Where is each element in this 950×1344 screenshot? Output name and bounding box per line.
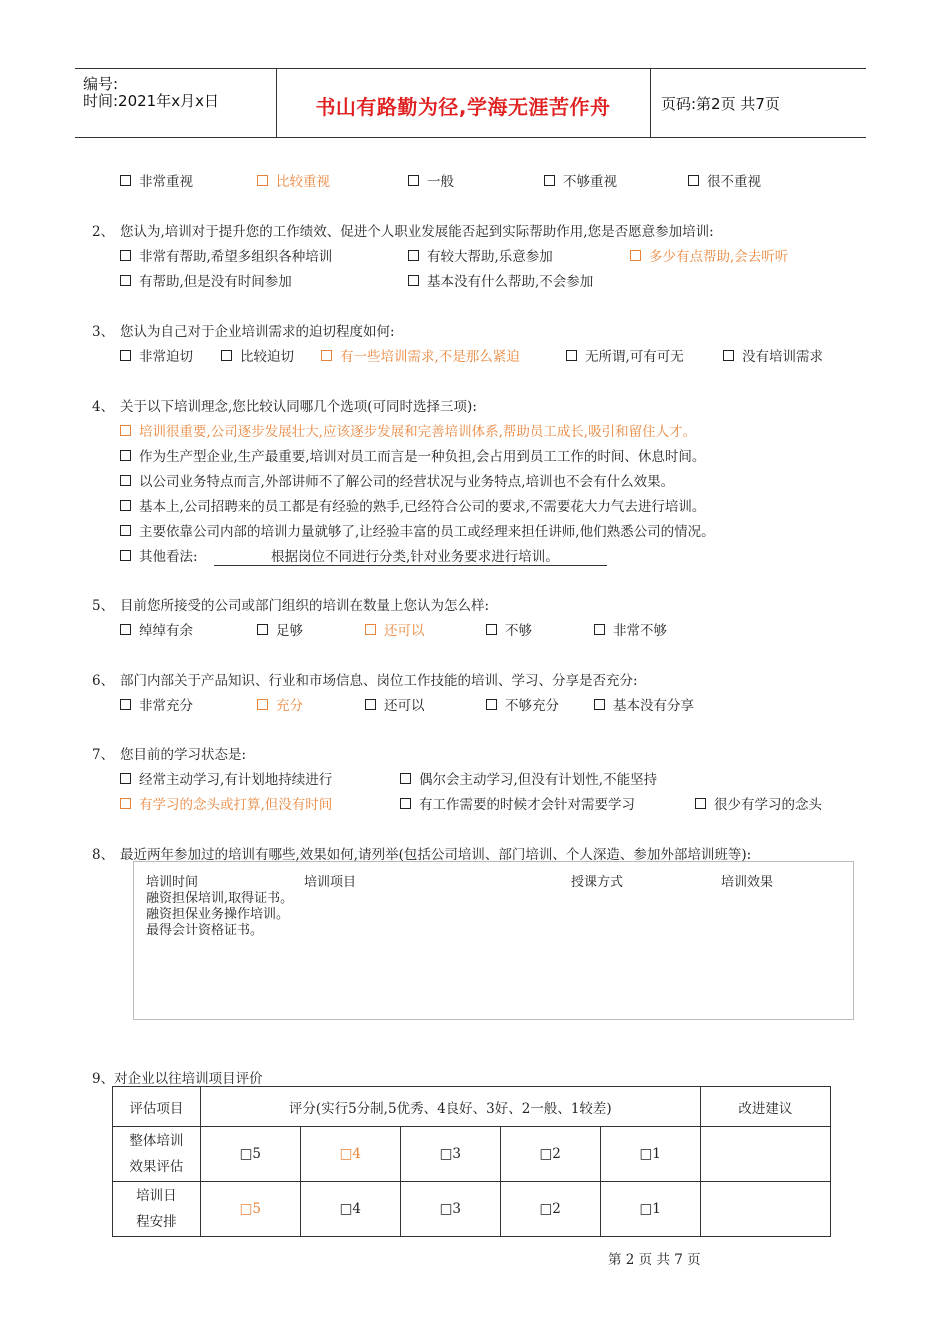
suggestion-cell[interactable] xyxy=(700,1182,830,1237)
checkbox-icon xyxy=(630,250,641,261)
checkbox-icon xyxy=(120,773,131,784)
q1-option-selected[interactable]: 比较重视 xyxy=(257,170,330,190)
q4-option[interactable]: 主要依靠公司内部的培训力量就够了,让经验丰富的员工或经理来担任讲师,他们熟悉公司的情况。 xyxy=(120,520,715,540)
q8-row: 最得会计资格证书。 xyxy=(146,923,264,938)
checkbox-icon xyxy=(321,350,332,361)
q3-option[interactable]: 无所谓,可有可无 xyxy=(566,345,684,365)
q4-option-selected[interactable]: 培训很重要,公司逐步发展壮大,应该逐步发展和完善培训体系,帮助员工成长,吸引和留住人才。 xyxy=(120,420,696,440)
q2-option[interactable]: 有帮助,但是没有时间参加 xyxy=(120,270,292,290)
q4-other-option[interactable]: 其他看法: xyxy=(120,545,198,565)
q7-option[interactable]: 很少有学习的念头 xyxy=(695,793,822,813)
evaluation-table xyxy=(112,1086,831,1237)
checkbox-icon xyxy=(257,699,268,710)
checkbox-icon xyxy=(120,275,131,286)
q1-option[interactable]: 不够重视 xyxy=(544,170,617,190)
q2-option[interactable]: 基本没有什么帮助,不会参加 xyxy=(408,270,593,290)
q5-number: 5、 xyxy=(92,598,115,614)
checkbox-icon xyxy=(723,350,734,361)
q1-option[interactable]: 很不重视 xyxy=(688,170,761,190)
page-footer: 第 2 页 共 7 页 xyxy=(608,1252,701,1268)
q2-option[interactable]: 非常有帮助,希望多组织各种培训 xyxy=(120,245,332,265)
checkbox-icon xyxy=(221,350,232,361)
q6-option[interactable]: 不够充分 xyxy=(486,694,559,714)
q8-row: 融资担保培训,取得证书。 xyxy=(146,891,294,906)
q4-option[interactable]: 基本上,公司招聘来的员工都是有经验的熟手,已经符合公司的要求,不需要花大力气去进行培训。 xyxy=(120,495,705,515)
checkbox-icon xyxy=(408,175,419,186)
q3-question: 您认为自己对于企业培训需求的迫切程度如何: xyxy=(120,324,395,340)
score-option[interactable]: □3 xyxy=(400,1127,500,1182)
q6-option[interactable]: 非常充分 xyxy=(120,694,193,714)
q8-header-project: 培训项目 xyxy=(304,875,357,890)
checkbox-icon xyxy=(544,175,555,186)
header-divider xyxy=(650,69,651,137)
checkbox-icon xyxy=(365,624,376,635)
header-eval-item: 评估项目 xyxy=(113,1087,201,1127)
header-motto: 书山有路勤为径,学海无涯苦作舟 xyxy=(315,95,611,119)
q3-option[interactable]: 比较迫切 xyxy=(221,345,294,365)
q2-option[interactable]: 有较大帮助,乐意参加 xyxy=(408,245,553,265)
q5-option[interactable]: 绰绰有余 xyxy=(120,619,193,639)
q5-option[interactable]: 不够 xyxy=(486,619,532,639)
checkbox-icon xyxy=(120,425,131,436)
table-row xyxy=(113,1182,831,1237)
checkbox-icon xyxy=(120,798,131,809)
score-option-selected[interactable]: □4 xyxy=(300,1127,400,1182)
checkbox-icon xyxy=(120,550,131,561)
q4-other-input[interactable]: 根据岗位不同进行分类,针对业务要求进行培训。 xyxy=(214,545,607,566)
score-option[interactable]: □2 xyxy=(500,1182,600,1237)
q3-number: 3、 xyxy=(92,324,115,340)
score-option[interactable]: □1 xyxy=(600,1182,700,1237)
score-option[interactable]: □4 xyxy=(300,1182,400,1237)
checkbox-icon xyxy=(120,175,131,186)
checkbox-icon xyxy=(120,250,131,261)
checkbox-icon xyxy=(695,798,706,809)
q8-header-method: 授课方式 xyxy=(571,875,624,890)
doc-time-label: 时间:2021年x月x日 xyxy=(83,92,219,110)
checkbox-icon xyxy=(257,624,268,635)
q4-number: 4、 xyxy=(92,399,115,415)
score-option-selected[interactable]: □5 xyxy=(200,1182,300,1237)
checkbox-icon xyxy=(120,624,131,635)
row-label: 整体培训 效果评估 xyxy=(113,1127,201,1182)
q8-header-effect: 培训效果 xyxy=(721,875,774,890)
checkbox-icon xyxy=(120,500,131,511)
header-score: 评分(实行5分制,5优秀、4良好、3好、2一般、1较差) xyxy=(200,1087,700,1127)
q5-option[interactable]: 足够 xyxy=(257,619,303,639)
q5-option-selected[interactable]: 还可以 xyxy=(365,619,425,639)
score-option[interactable]: □1 xyxy=(600,1127,700,1182)
q1-option[interactable]: 非常重视 xyxy=(120,170,193,190)
score-option[interactable]: □5 xyxy=(200,1127,300,1182)
q7-option[interactable]: 经常主动学习,有计划地持续进行 xyxy=(120,768,332,788)
q7-question: 您目前的学习状态是: xyxy=(120,747,247,763)
q8-row: 融资担保业务操作培训。 xyxy=(146,907,290,922)
header-page-number: 页码:第2页 共7页 xyxy=(661,95,780,113)
q6-option[interactable]: 还可以 xyxy=(365,694,425,714)
doc-number-label: 编号: xyxy=(83,75,119,93)
score-option[interactable]: □3 xyxy=(400,1182,500,1237)
q8-header-time: 培训时间 xyxy=(146,875,199,890)
q4-option[interactable]: 以公司业务特点而言,外部讲师不了解公司的经营状况与业务特点,培训也不会有什么效果。 xyxy=(120,470,674,490)
checkbox-icon xyxy=(408,275,419,286)
header-suggestion: 改进建议 xyxy=(700,1087,830,1127)
q3-option[interactable]: 非常迫切 xyxy=(120,345,193,365)
q3-option[interactable]: 没有培训需求 xyxy=(723,345,823,365)
q2-question: 您认为,培训对于提升您的工作绩效、促进个人职业发展能否起到实际帮助作用,您是否愿意参加培训: xyxy=(120,224,714,240)
checkbox-icon xyxy=(257,175,268,186)
q7-option-selected[interactable]: 有学习的念头或打算,但没有时间 xyxy=(120,793,332,813)
q3-option-selected[interactable]: 有一些培训需求,不是那么紧迫 xyxy=(321,345,520,365)
q4-question: 关于以下培训理念,您比较认同哪几个选项(可同时选择三项): xyxy=(120,399,477,415)
checkbox-icon xyxy=(120,350,131,361)
q5-question: 目前您所接受的公司或部门组织的培训在数量上您认为怎么样: xyxy=(120,598,490,614)
table-row xyxy=(113,1127,831,1182)
q9-title: 9、对企业以往培训项目评价 xyxy=(92,1071,263,1087)
checkbox-icon xyxy=(566,350,577,361)
q7-number: 7、 xyxy=(92,747,115,763)
q6-number: 6、 xyxy=(92,673,115,689)
checkbox-icon xyxy=(120,699,131,710)
score-option[interactable]: □2 xyxy=(500,1127,600,1182)
q2-number: 2、 xyxy=(92,224,115,240)
checkbox-icon xyxy=(120,450,131,461)
q6-option[interactable]: 基本没有分享 xyxy=(594,694,694,714)
q8-question: 最近两年参加过的培训有哪些,效果如何,请列举(包括公司培训、部门培训、个人深造、参加外部培训班等): xyxy=(120,847,752,863)
q4-option[interactable]: 作为生产型企业,生产最重要,培训对员工而言是一种负担,会占用到员工工作的时间、休息时间。 xyxy=(120,445,705,465)
checkbox-icon xyxy=(594,699,605,710)
q2-option-selected[interactable]: 多少有点帮助,会去听听 xyxy=(630,245,788,265)
checkbox-icon xyxy=(408,250,419,261)
checkbox-icon xyxy=(120,525,131,536)
q6-option-selected[interactable]: 充分 xyxy=(257,694,303,714)
q7-option[interactable]: 有工作需要的时候才会针对需要学习 xyxy=(400,793,635,813)
checkbox-icon xyxy=(400,773,411,784)
checkbox-icon xyxy=(400,798,411,809)
document-header xyxy=(75,68,866,138)
checkbox-icon xyxy=(365,699,376,710)
checkbox-icon xyxy=(120,475,131,486)
table-header-row xyxy=(113,1087,831,1127)
suggestion-cell[interactable] xyxy=(700,1127,830,1182)
q6-question: 部门内部关于产品知识、行业和市场信息、岗位工作技能的培训、学习、分享是否充分: xyxy=(120,673,638,689)
checkbox-icon xyxy=(486,699,497,710)
q8-number: 8、 xyxy=(92,847,115,863)
checkbox-icon xyxy=(486,624,497,635)
row-label: 培训日 程安排 xyxy=(113,1182,201,1237)
q8-answer-box[interactable] xyxy=(133,861,854,1020)
checkbox-icon xyxy=(594,624,605,635)
checkbox-icon xyxy=(688,175,699,186)
q1-option[interactable]: 一般 xyxy=(408,170,454,190)
q7-option[interactable]: 偶尔会主动学习,但没有计划性,不能坚持 xyxy=(400,768,657,788)
q5-option[interactable]: 非常不够 xyxy=(594,619,667,639)
